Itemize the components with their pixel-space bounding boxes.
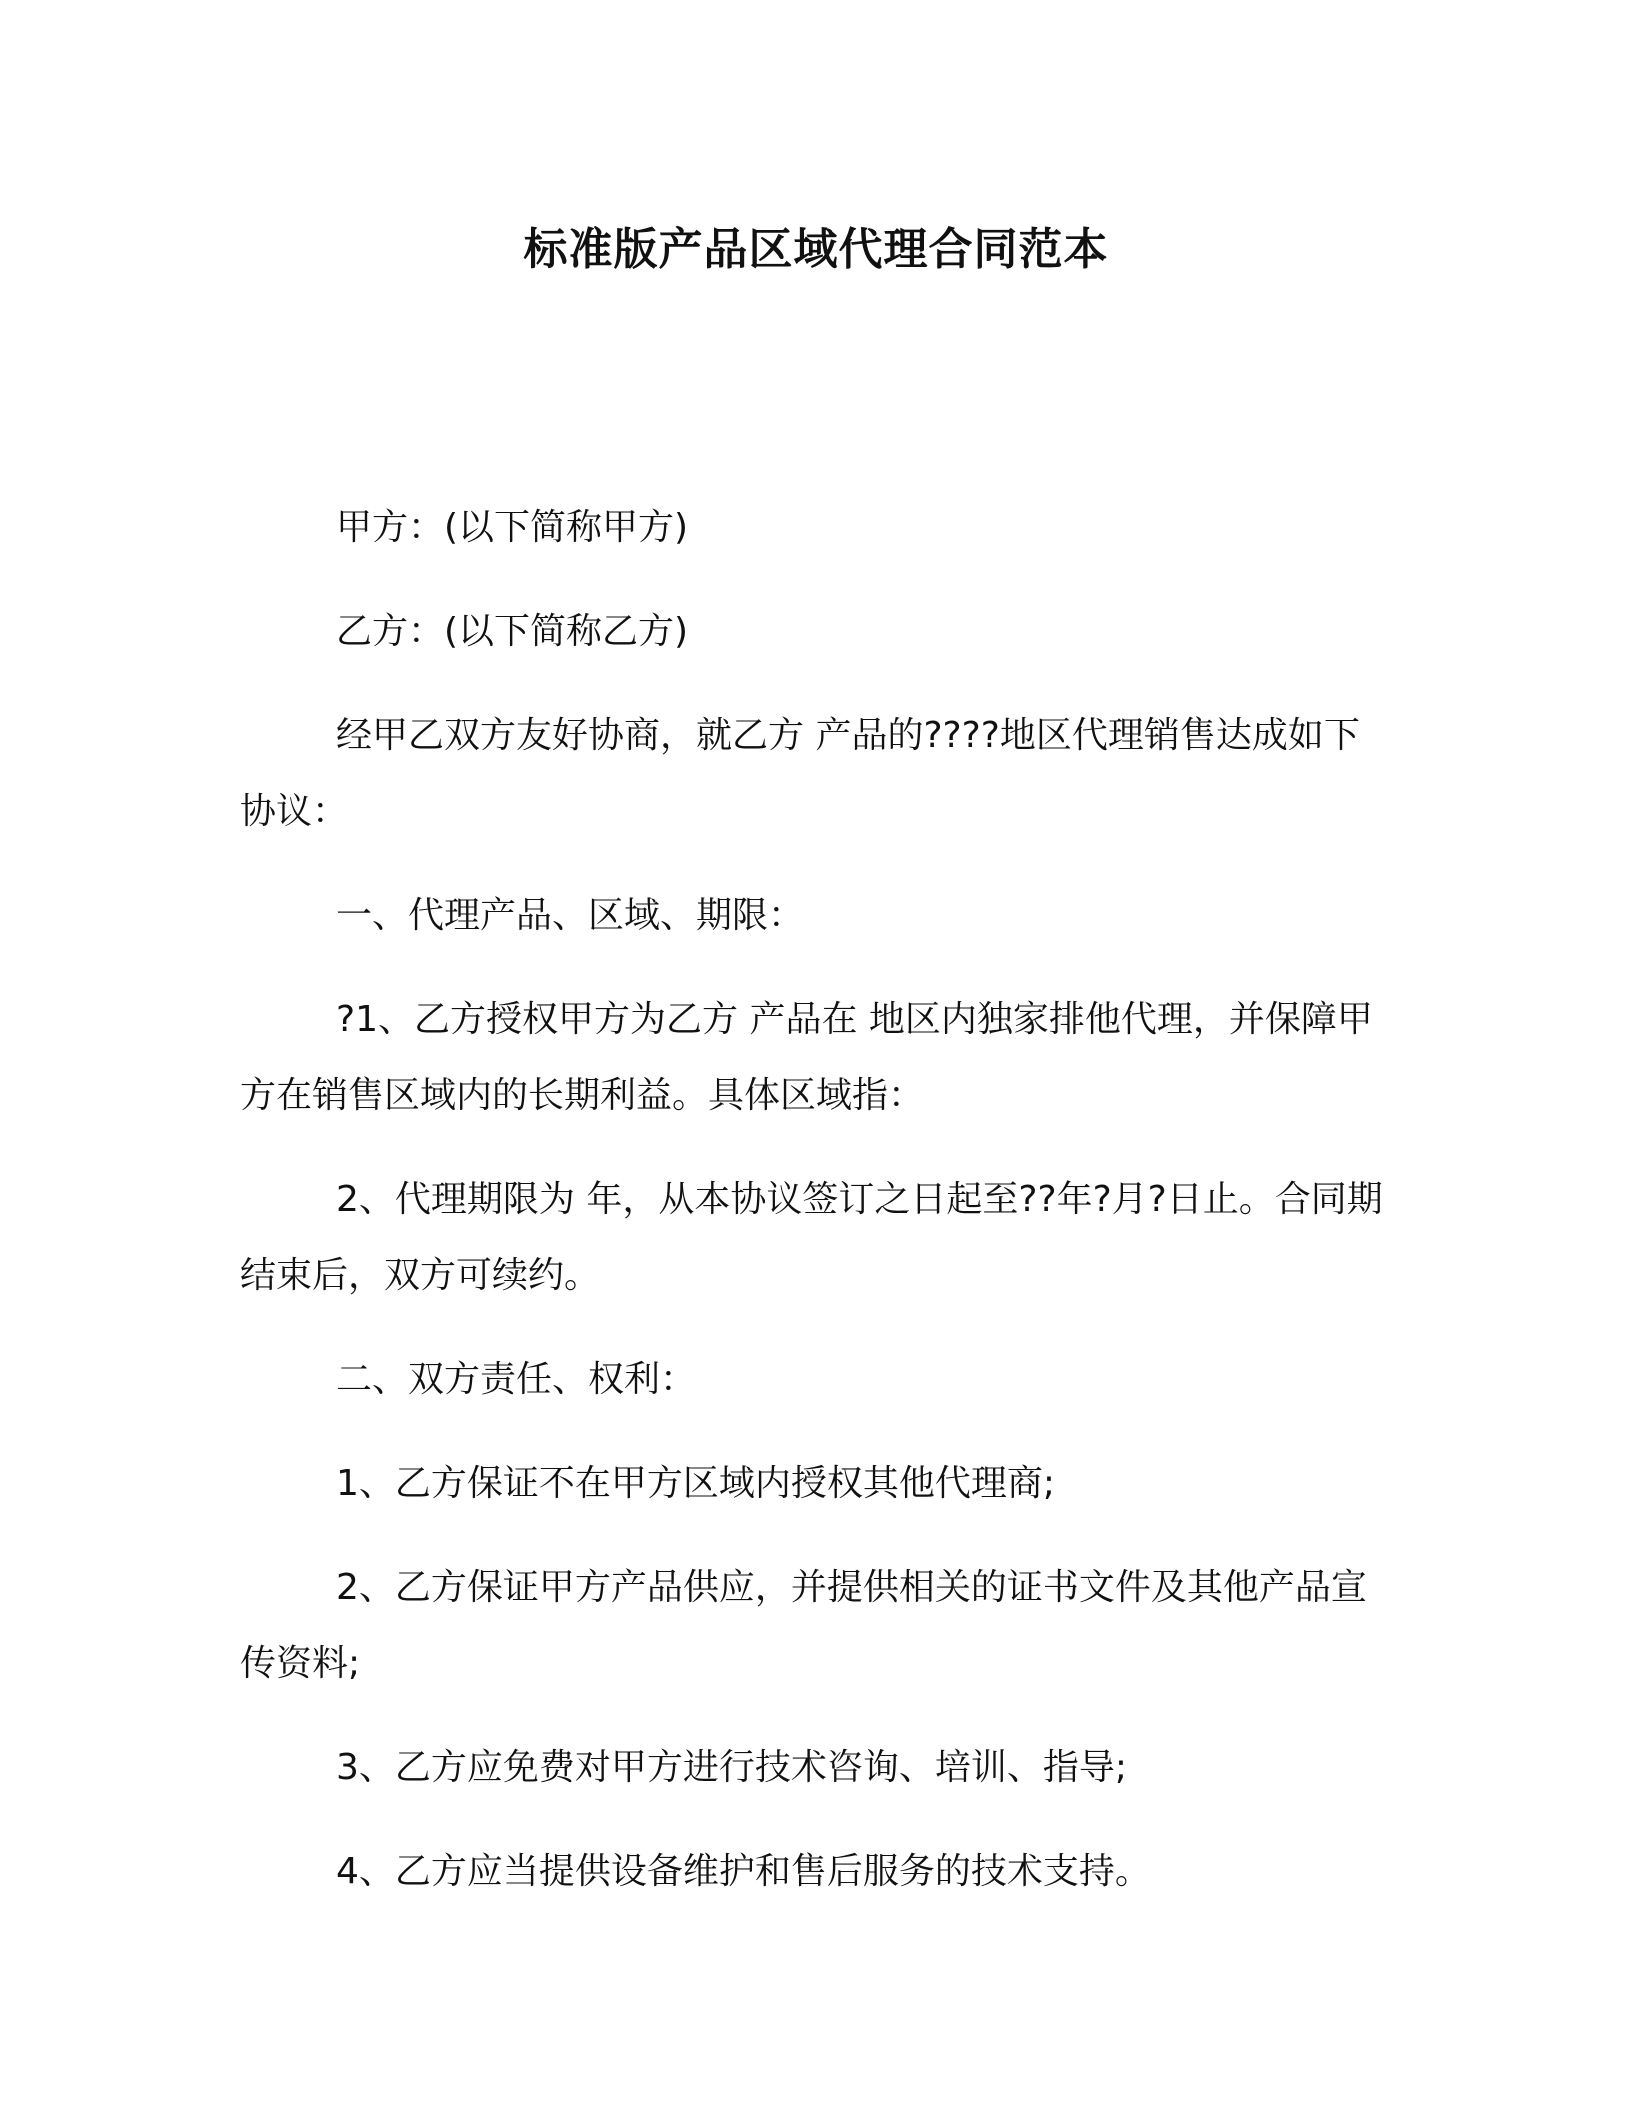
clause-2-4: 4、乙方应当提供设备维护和售后服务的技术支持。: [336, 1851, 1151, 1892]
party-b-line: 乙方：(以下简称乙方): [336, 611, 689, 652]
clause-1-1: ?1、乙方授权甲方为乙方 产品在 地区内独家排他代理，并保障甲方在销售区域内的长期利益。具体区域指：: [240, 999, 1373, 1116]
section-2-heading: 二、双方责任、权利：: [336, 1359, 697, 1400]
document-body: [240, 490, 1390, 1938]
clause-2-1: 1、乙方保证不在甲方区域内授权其他代理商;: [336, 1463, 1056, 1504]
clause-1-2: 2、代理期限为 年，从本协议签订之日起至??年?月?日止。合同期结束后，双方可续约。: [240, 1179, 1383, 1296]
document-title: 标准版产品区域代理合同范本: [523, 224, 1109, 275]
clause-2-3: 3、乙方应免费对甲方进行技术咨询、培训、指导;: [336, 1747, 1128, 1788]
intro-paragraph: 经甲乙双方友好协商，就乙方 产品的????地区代理销售达成如下协议：: [240, 715, 1360, 832]
clause-2-2: 2、乙方保证甲方产品供应，并提供相关的证书文件及其他产品宣传资料;: [240, 1567, 1367, 1684]
section-1-heading: 一、代理产品、区域、期限：: [336, 895, 805, 936]
party-a-line: 甲方：(以下简称甲方): [336, 507, 689, 548]
